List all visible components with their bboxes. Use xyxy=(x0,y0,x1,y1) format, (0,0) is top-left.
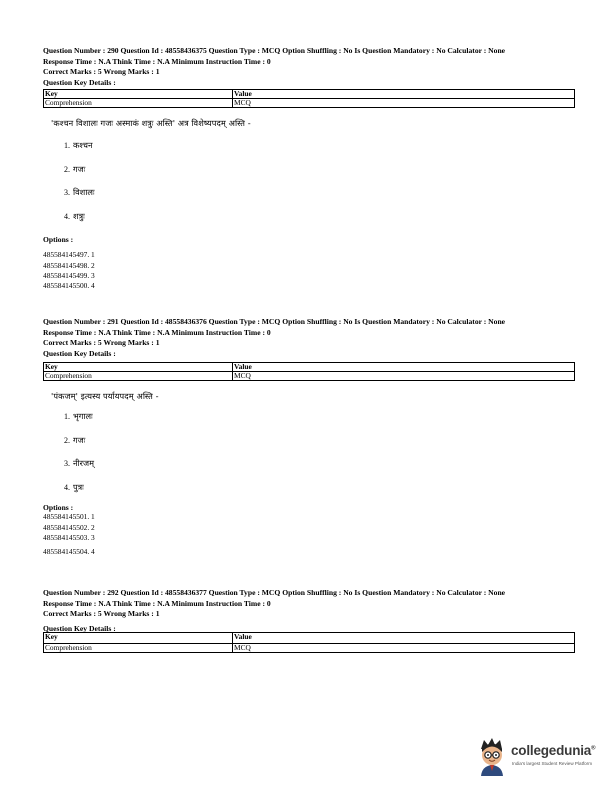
question-meta-line: Question Number : 292 Question Id : 48558436377 Question Type : MCQ Option Shuffling : No Is Question Mandatory : No Calculator : None xyxy=(43,588,506,597)
option-id: 485584145498. 2 xyxy=(43,260,95,270)
option-number: 2. xyxy=(64,435,70,445)
option-text: शत्रुः xyxy=(73,210,85,221)
question-meta-line: Question Number : 290 Question Id : 48558436375 Question Type : MCQ Option Shuffling : No Is Question Mandatory : No Calculator : None xyxy=(43,46,506,55)
question-marks-line: Correct Marks : 5 Wrong Marks : 1 xyxy=(43,67,160,77)
table-cell-value: MCQ xyxy=(233,372,575,381)
table-cell-value: MCQ xyxy=(233,644,575,653)
option-id: 485584145501. 1 xyxy=(43,512,95,522)
option-id: 485584145503. 3 xyxy=(43,532,95,542)
key-details-table xyxy=(43,89,575,108)
logo-tagline: India's largest Student Review Platform xyxy=(512,761,593,766)
option-number: 2. xyxy=(64,164,70,174)
collegedunia-logo xyxy=(474,735,606,777)
question-block-291 xyxy=(43,317,575,557)
option-text: विशालः xyxy=(73,187,95,198)
option-item xyxy=(64,134,575,158)
option-text: पुत्रः xyxy=(73,481,84,492)
table-header-value: Value xyxy=(233,633,575,644)
table-cell-key: Comprehension xyxy=(44,372,233,381)
table-header-row xyxy=(44,633,575,644)
option-item xyxy=(64,205,575,229)
question-block-292 xyxy=(43,588,575,653)
student-mascot-icon xyxy=(474,735,510,777)
option-id: 485584145497. 1 xyxy=(43,250,95,260)
options-label: Options : xyxy=(43,235,74,245)
table-cell-key: Comprehension xyxy=(44,99,233,108)
option-number: 4. xyxy=(64,211,70,221)
option-ids xyxy=(43,512,575,557)
options-list xyxy=(43,134,575,228)
table-header-value: Value xyxy=(233,90,575,99)
option-text: नीरजम् xyxy=(73,458,94,469)
key-details-label: Question Key Details : xyxy=(43,623,116,633)
option-id: 485584145502. 2 xyxy=(43,522,95,532)
option-text: कश्चन xyxy=(73,140,93,151)
question-timing-line: Response Time : N.A Think Time : N.A Minimum Instruction Time : 0 xyxy=(43,56,271,66)
key-details-label: Question Key Details : xyxy=(43,77,116,87)
logo-registered-mark: ® xyxy=(591,745,596,752)
option-text: भृगालः xyxy=(73,411,93,422)
option-text: गजः xyxy=(73,434,86,445)
key-details-table xyxy=(43,632,575,653)
option-item xyxy=(64,476,575,500)
question-timing-line: Response Time : N.A Think Time : N.A Minimum Instruction Time : 0 xyxy=(43,598,271,608)
option-item xyxy=(64,181,575,205)
question-meta-line: Question Number : 291 Question Id : 48558436376 Question Type : MCQ Option Shuffling : No Is Question Mandatory : No Calculator : None xyxy=(43,317,506,326)
table-row xyxy=(44,372,575,381)
question-text: 'कश्चन विशालः गजः अस्माकं शत्रुः अस्ति' अत्र विशेष्यपदम् अस्ति - xyxy=(51,118,251,129)
table-header-key: Key xyxy=(44,363,233,372)
question-marks-line: Correct Marks : 5 Wrong Marks : 1 xyxy=(43,609,160,619)
table-row xyxy=(44,644,575,653)
table-header-value: Value xyxy=(233,363,575,372)
question-marks-line: Correct Marks : 5 Wrong Marks : 1 xyxy=(43,338,160,348)
table-header-key: Key xyxy=(44,633,233,644)
option-number: 3. xyxy=(64,459,70,469)
question-text: 'पंकजम्' इत्यस्य पर्यायपदम् अस्ति - xyxy=(51,391,159,402)
option-item xyxy=(64,158,575,182)
option-ids xyxy=(43,250,575,291)
key-details-label: Question Key Details : xyxy=(43,348,116,358)
logo-brand: collegedunia xyxy=(511,743,592,758)
options-label: Options : xyxy=(43,503,74,513)
options-list xyxy=(43,405,575,499)
question-block-290 xyxy=(43,46,575,291)
table-row xyxy=(44,99,575,108)
option-number: 4. xyxy=(64,482,70,492)
option-number: 3. xyxy=(64,188,70,198)
table-cell-key: Comprehension xyxy=(44,644,233,653)
option-id: 485584145500. 4 xyxy=(43,280,95,290)
option-item xyxy=(64,405,575,429)
option-number: 1. xyxy=(64,141,70,151)
table-header-row xyxy=(44,363,575,372)
option-item xyxy=(64,452,575,476)
key-details-table xyxy=(43,362,575,381)
logo-wordmark xyxy=(511,743,595,758)
table-header-key: Key xyxy=(44,90,233,99)
option-id: 485584145499. 3 xyxy=(43,270,95,280)
question-timing-line: Response Time : N.A Think Time : N.A Minimum Instruction Time : 0 xyxy=(43,327,271,337)
option-text: गजः xyxy=(73,163,86,174)
table-cell-value: MCQ xyxy=(233,99,575,108)
table-header-row xyxy=(44,90,575,99)
option-id: 485584145504. 4 xyxy=(43,546,95,556)
option-item xyxy=(64,429,575,453)
option-number: 1. xyxy=(64,412,70,422)
